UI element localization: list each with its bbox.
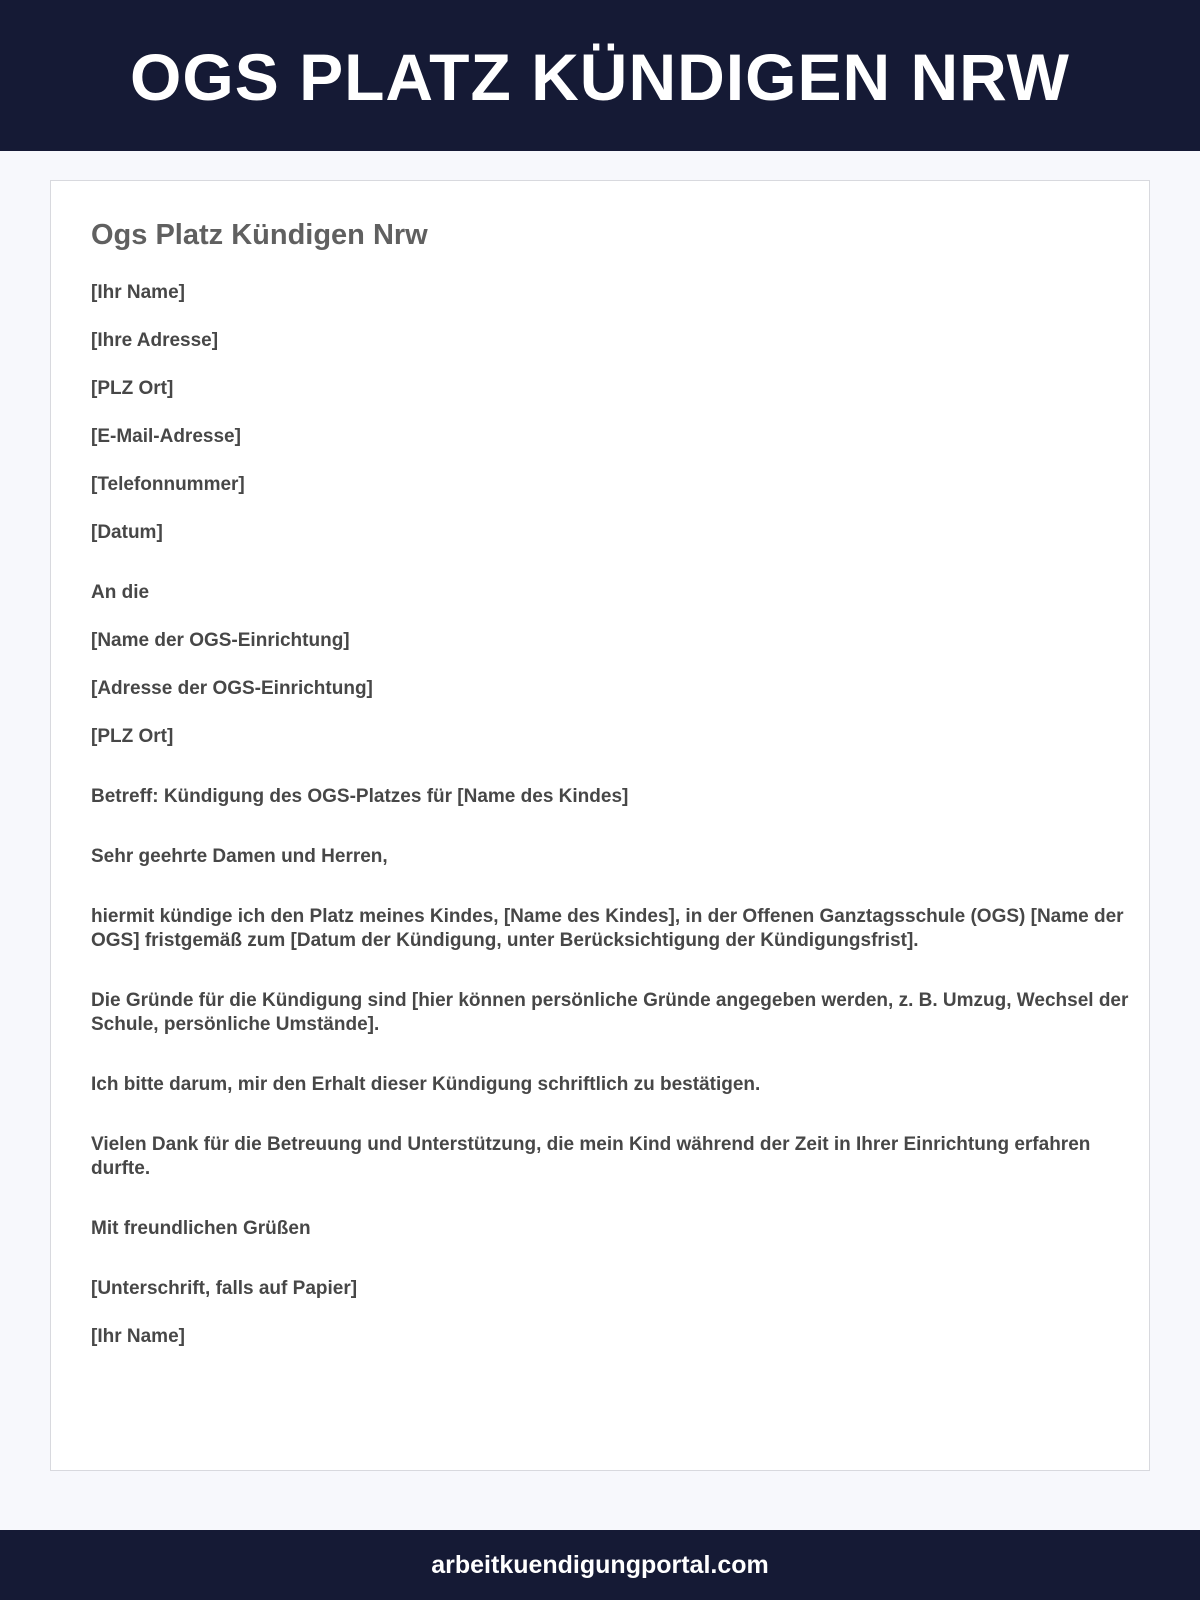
letter-closing: Mit freundlichen Grüßen	[91, 1218, 311, 1239]
sender-city: [PLZ Ort]	[91, 378, 174, 399]
signature-name: [Ihr Name]	[91, 1326, 185, 1347]
footer-site-link[interactable]: arbeitkuendigungportal.com	[431, 1550, 769, 1579]
sender-phone: [Telefonnummer]	[91, 474, 245, 495]
body-paragraph: Vielen Dank für die Betreuung und Unterstützung, die mein Kind während der Zeit in Ihrer Einrichtung erfahren durfte.	[91, 1134, 1091, 1179]
sender-address: [Ihre Adresse]	[91, 330, 219, 351]
page-header	[0, 0, 1200, 151]
body-paragraph: Ich bitte darum, mir den Erhalt dieser Kündigung schriftlich zu bestätigen.	[91, 1074, 761, 1095]
letter-subject: Betreff: Kündigung des OGS-Platzes für [Name des Kindes]	[91, 786, 629, 807]
sender-email: [E-Mail-Adresse]	[91, 426, 241, 447]
letter-date: [Datum]	[91, 522, 163, 543]
recipient-name: [Name der OGS-Einrichtung]	[91, 630, 350, 651]
body-paragraph: Die Gründe für die Kündigung sind [hier können persönliche Gründe angegeben werden, z. B. Umzug, Wechsel der Schule, persönliche Umstände].	[91, 990, 1129, 1035]
page-footer	[0, 1530, 1200, 1600]
recipient-address: [Adresse der OGS-Einrichtung]	[91, 678, 373, 699]
recipient-intro: An die	[91, 582, 150, 603]
letter-card	[50, 180, 1150, 1471]
letter-greeting: Sehr geehrte Damen und Herren,	[91, 846, 388, 867]
sender-name: [Ihr Name]	[91, 282, 185, 303]
body-paragraph: hiermit kündige ich den Platz meines Kindes, [Name des Kindes], in der Offenen Ganztagsschule (OGS) [Name der OGS] fristgemäß zum [Datum der Kündigung, unter Berücksichtigung der Kündigungsfrist].	[91, 906, 1124, 951]
signature-line: [Unterschrift, falls auf Papier]	[91, 1278, 358, 1299]
recipient-city: [PLZ Ort]	[91, 726, 174, 747]
document-title: Ogs Platz Kündigen Nrw	[91, 219, 428, 251]
page-title: OGS PLATZ KÜNDIGEN NRW	[130, 39, 1070, 114]
